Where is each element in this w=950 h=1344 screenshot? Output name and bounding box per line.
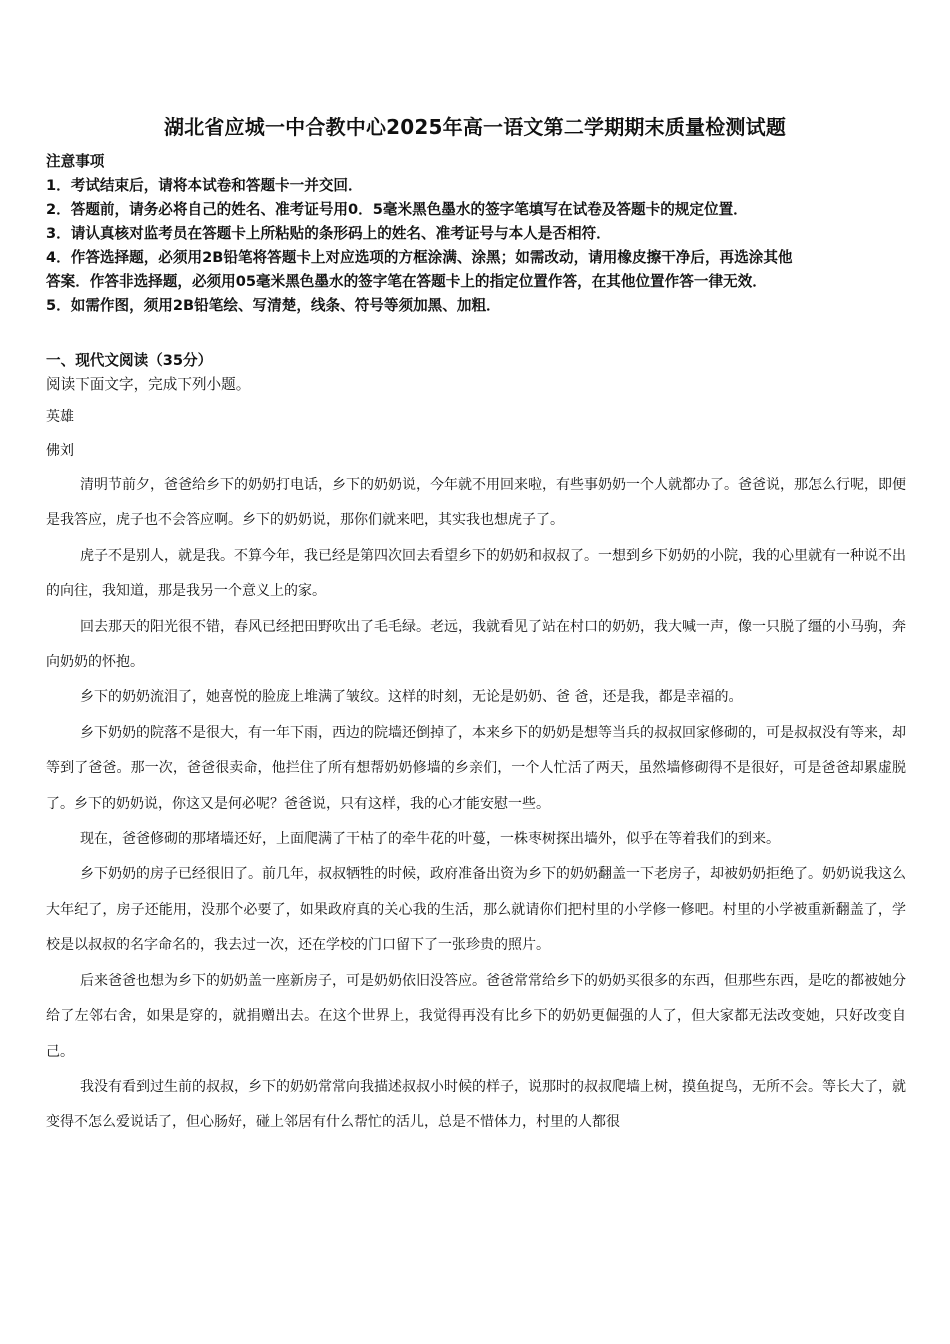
story-paragraph: 我没有看到过生前的叔叔，乡下的奶奶常常向我描述叔叔小时候的样子，说那时的叔叔爬墙上树，摸鱼捉鸟，无所不会。等长大了，就变得不怎么爱说话了，但心肠好，碰上邻居有什么帮忙的活儿，总是不惜体力，村里的人都很: [46, 1078, 906, 1131]
story-paragraph: 虎子不是别人，就是我。不算今年，我已经是第四次回去看望乡下的奶奶和叔叔了。一想到乡下奶奶的小院，我的心里就有一种说不出的向往，我知道，那是我另一个意义上的家。: [46, 547, 906, 600]
story-paragraph: 乡下奶奶的院落不是很大，有一年下雨，西边的院墙还倒掉了，本来乡下的奶奶是想等当兵的叔叔回家修砌的，可是叔叔没有等来，却等到了爸爸。那一次，爸爸很卖命，他拦住了所有想帮奶奶修墙的乡亲们，一个人忙活了两天，虽然墙修砌得不是很好，可是爸爸却累虚脱了。乡下的奶奶说，你这又是何必呢？爸爸说，只有这样，我的心才能安慰一些。: [46, 724, 906, 812]
story-paragraph: 后来爸爸也想为乡下的奶奶盖一座新房子，可是奶奶依旧没答应。爸爸常常给乡下的奶奶买很多的东西，但那些东西，是吃的都被她分给了左邻右舍，如果是穿的，就捐赠出去。在这个世界上，我觉得再没有比乡下的奶奶更倔强的人了，但大家都无法改变她，只好改变自己。: [46, 972, 906, 1060]
notice-item: 2．答题前，请务必将自己的姓名、准考证号用0．5毫米黑色墨水的签字笔填写在试卷及答题卡的规定位置．: [46, 201, 748, 218]
notice-item: 4．作答选择题，必须用2B铅笔将答题卡上对应选项的方框涂满、涂黑；如需改动，请用橡皮擦干净后，再选涂其他: [46, 249, 793, 266]
story-paragraph: 回去那天的阳光很不错，春风已经把田野吹出了毛毛绿。老远，我就看见了站在村口的奶奶，我大喊一声，像一只脱了缰的小马驹，奔向奶奶的怀抱。: [46, 618, 906, 671]
story-paragraph: 乡下的奶奶流泪了，她喜悦的脸庞上堆满了皱纹。这样的时刻，无论是奶奶、爸 爸，还是我，都是幸福的。: [80, 689, 743, 706]
story-body: [46, 468, 906, 1141]
notice-block: [46, 150, 906, 318]
section-heading: 一、现代文阅读（35分）: [46, 352, 213, 369]
story-title: 英雄: [46, 409, 74, 425]
document-title: 湖北省应城一中合教中心2025年高一语文第二学期期末质量检测试题: [163, 115, 787, 139]
notice-heading: 注意事项: [46, 153, 105, 170]
story-paragraph: 现在，爸爸修砌的那堵墙还好，上面爬满了干枯了的牵牛花的叶蔓，一株枣树探出墙外，似乎在等着我们的到来。: [80, 831, 780, 848]
notice-item: 1．考试结束后，请将本试卷和答题卡一并交回．: [46, 177, 363, 194]
section-instruction: 阅读下面文字，完成下列小题。: [46, 376, 251, 393]
story-paragraph: 乡下奶奶的房子已经很旧了。前几年，叔叔牺牲的时候，政府准备出资为乡下的奶奶翻盖一下老房子，却被奶奶拒绝了。奶奶说我这么大年纪了，房子还能用，没那个必要了，如果政府真的关心我的生活，那么就请你们把村里的小学修一修吧。村里的小学被重新翻盖了，学校是以叔叔的名字命名的，我去过一次，还在学校的门口留下了一张珍贵的照片。: [46, 866, 906, 954]
notice-item: 3．请认真核对监考员在答题卡上所粘贴的条形码上的姓名、准考证号与本人是否相符．: [46, 225, 611, 242]
story-author: 佛刘: [46, 443, 74, 459]
notice-item: 答案．作答非选择题，必须用05毫米黑色墨水的签字笔在答题卡上的指定位置作答，在其他位置作答一律无效．: [46, 273, 767, 290]
notice-item: 5．如需作图，须用2B铅笔绘、写清楚，线条、符号等须加黑、加粗．: [46, 297, 501, 314]
story-paragraph: 清明节前夕，爸爸给乡下的奶奶打电话，乡下的奶奶说，今年就不用回来啦，有些事奶奶一个人就都办了。爸爸说，那怎么行呢，即便是我答应，虎子也不会答应啊。乡下的奶奶说，那你们就来吧，其实我也想虎子了。: [46, 477, 906, 529]
